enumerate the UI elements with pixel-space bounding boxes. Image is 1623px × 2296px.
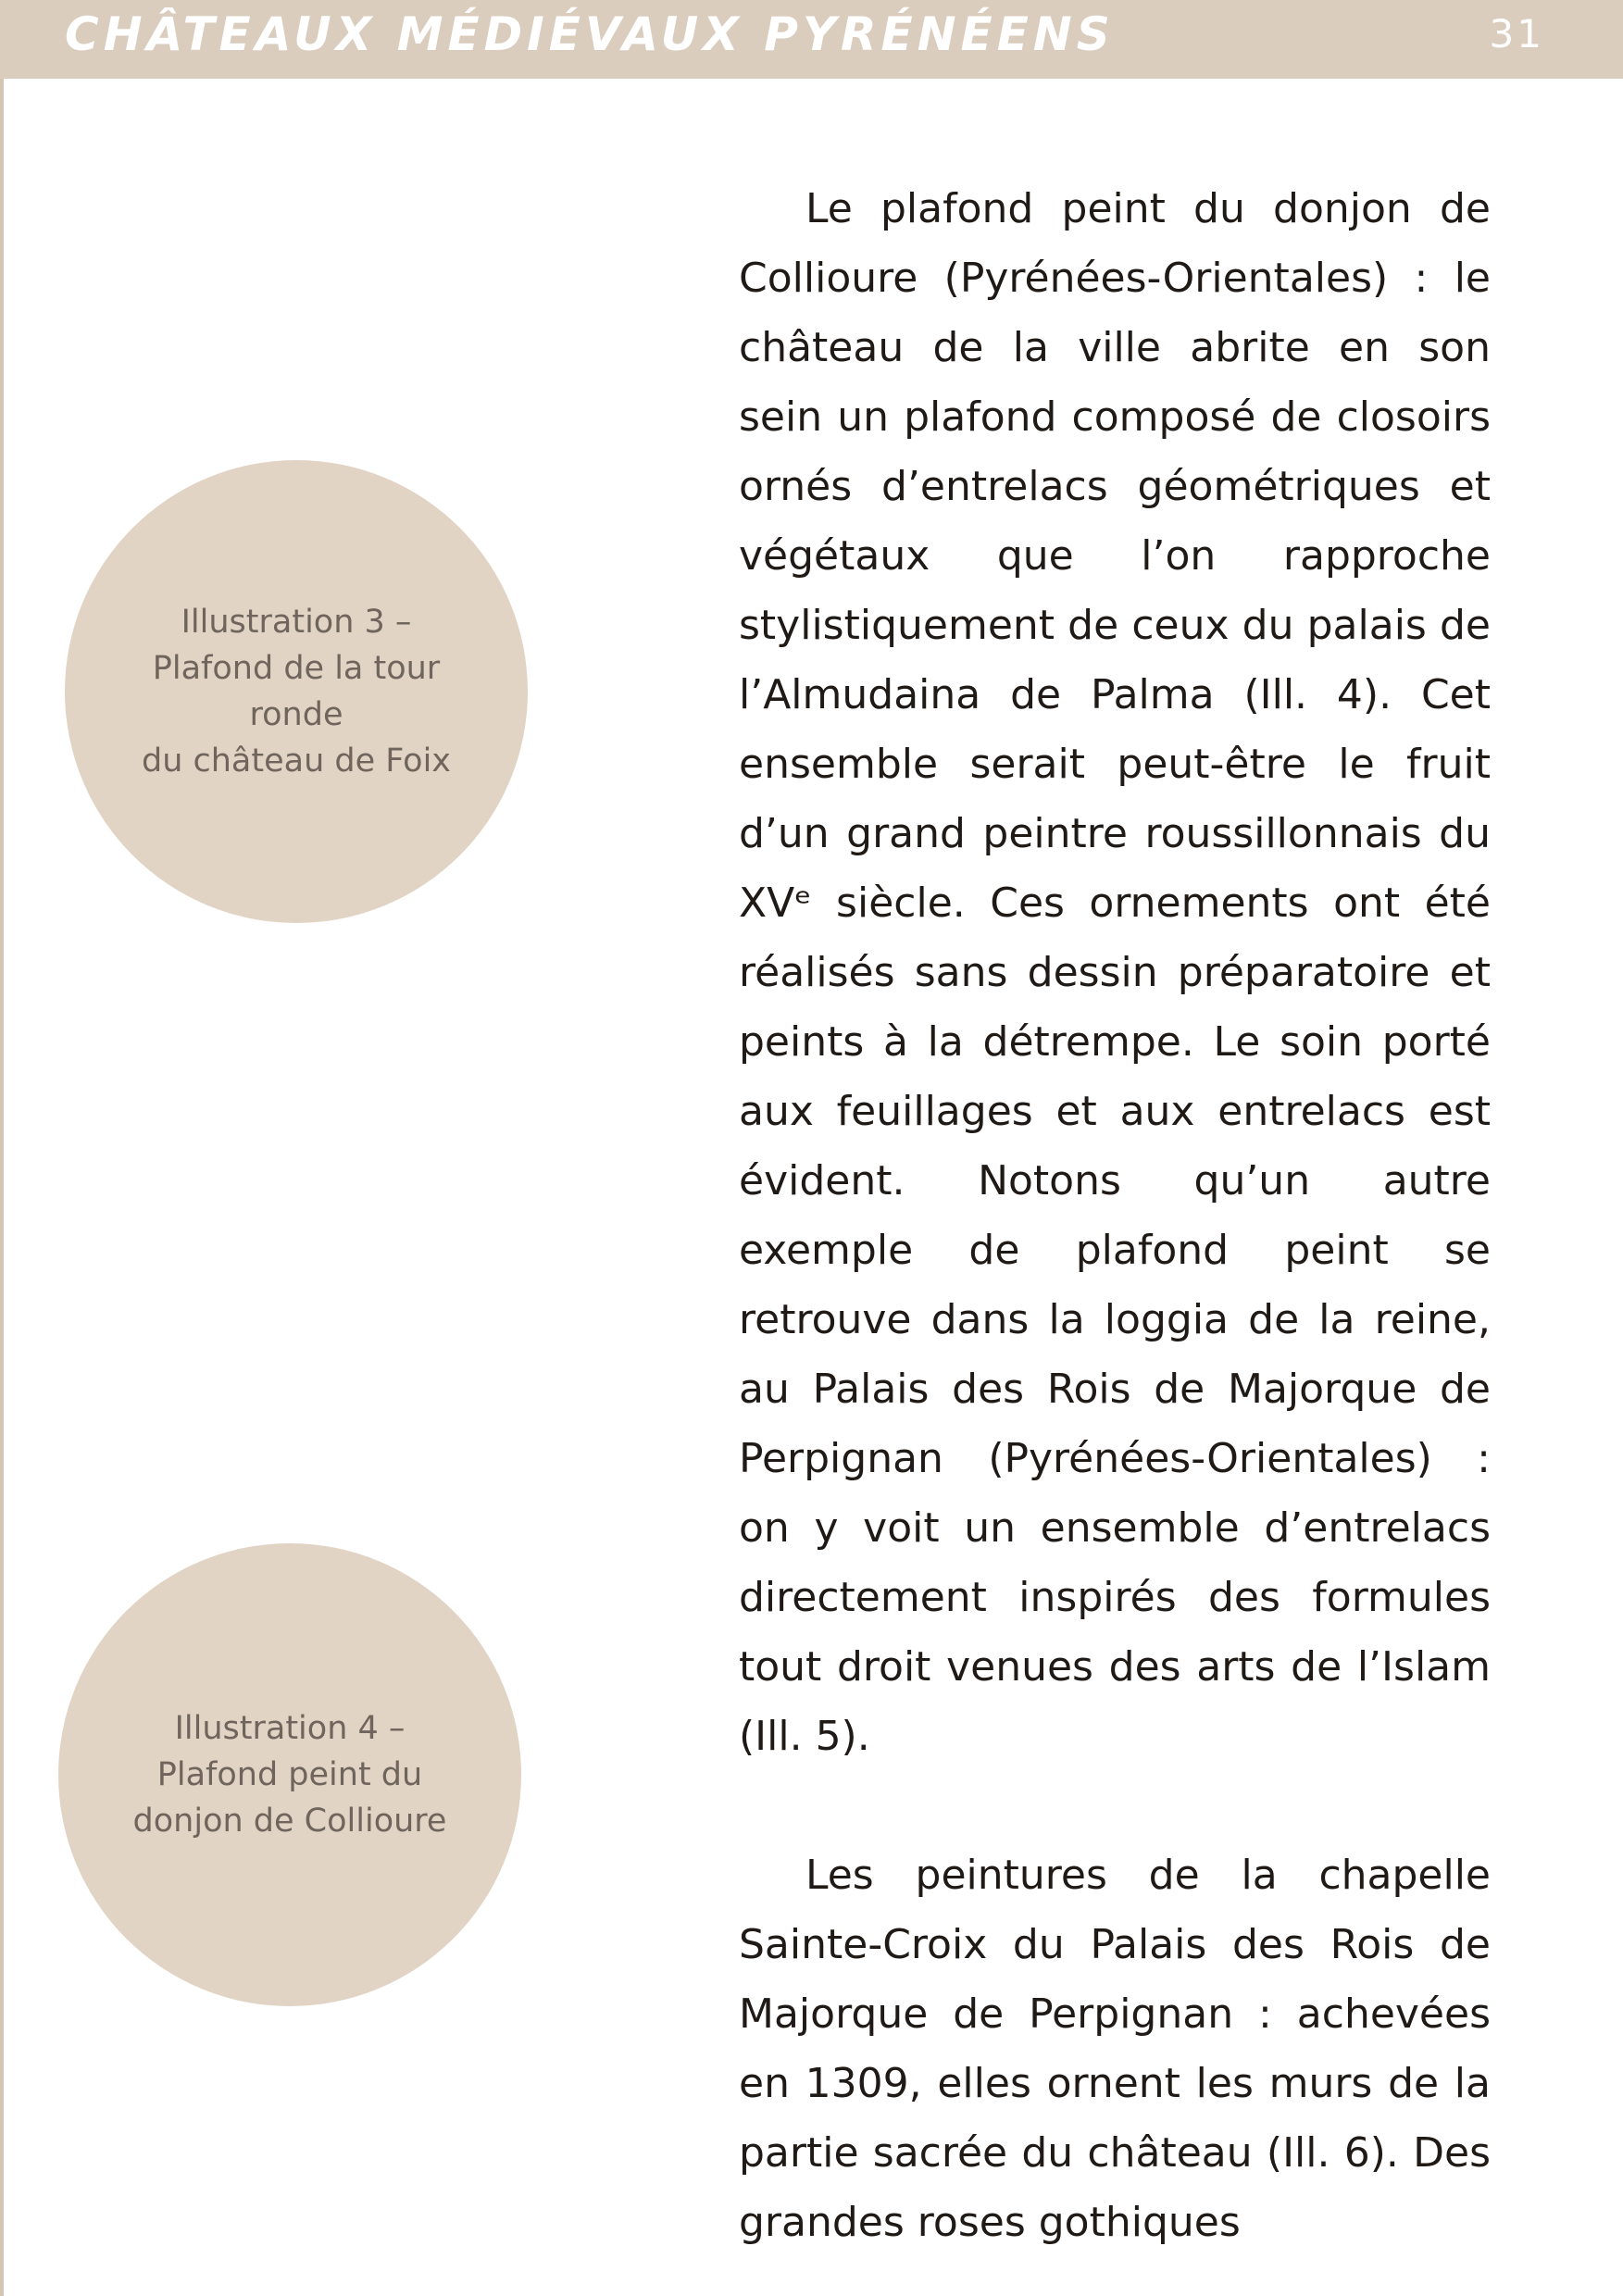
- caption-text: [133, 1705, 447, 1844]
- page-number: 31: [1489, 11, 1544, 56]
- running-title: CHÂTEAUX MÉDIÉVAUX PYRÉNÉENS: [65, 7, 1115, 61]
- main-text-column: [739, 174, 1491, 2257]
- caption-line: donjon de Collioure: [132, 1803, 447, 1840]
- caption-illustration-4: [58, 1543, 521, 2006]
- caption-line: du château de Foix: [141, 742, 452, 780]
- body-paragraph: Le plafond peint du donjon de Collioure (Pyrénées-Orientales) : le château de la ville abrite en son sein un plafond composé de closoirs ornés d’entrelacs géométriques et végétaux que l’on rapproche stylistiquement de ceux du palais de l’Almudaina de Palma (Ill. 4). Cet ensemble serait peut-être le fruit d’un grand peintre roussillonnais du XVᵉ siècle. Ces ornements ont été réalisés sans dessin préparatoire et peints à la détrempe. Le soin porté aux feuillages et aux entrelacs est évident. Notons qu’un autre exemple de plafond peint se retrouve dans la loggia de la reine, au Palais des Rois de Majorque de Perpignan (Pyrénées-Orientales) : on y voit un ensemble d’entrelacs directement inspirés des formules tout droit venues des arts de l’Islam (Ill. 5).: [739, 185, 1491, 1760]
- left-margin-rule: [0, 79, 4, 2296]
- caption-line: Illustration 3 –: [181, 604, 412, 641]
- caption-text: [120, 599, 472, 784]
- body-paragraph: Les peintures de la chapelle Sainte-Croix du Palais des Rois de Majorque de Perpignan : achevées en 1309, elles ornent les murs de la partie sacrée du château (Ill. 6). Des grandes roses gothiques: [739, 1852, 1491, 2246]
- page-header: [0, 0, 1623, 79]
- caption-illustration-3: [65, 460, 528, 923]
- caption-line: Illustration 4 –: [174, 1710, 406, 1747]
- caption-line: Plafond peint du: [156, 1756, 423, 1793]
- caption-line: Plafond de la tour ronde: [152, 650, 441, 733]
